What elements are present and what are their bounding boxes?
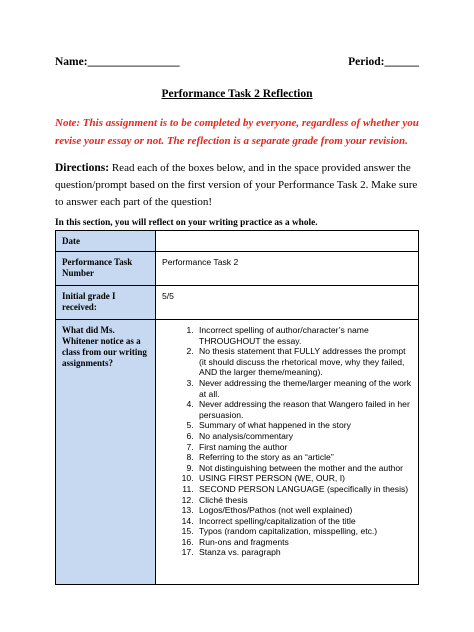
issue-list-item: 7. First naming the author: [196, 442, 412, 453]
issue-list-item: 8. Referring to the story as an “article”: [196, 452, 412, 463]
directions-text: Read each of the boxes below, and in the space provided answer the question/prompt based on the first version of your Performance Task 2. Make sure to answer each part of the question!: [55, 162, 418, 208]
name-field-label: Name:________________: [55, 56, 180, 68]
issue-list-item: 5. Summary of what happened in the story: [196, 420, 412, 431]
issue-list-item: 14. Incorrect spelling/capitalization of the title: [196, 516, 412, 527]
reflection-table: [55, 230, 419, 585]
issue-list-item: 17. Stanza vs. paragraph: [196, 547, 412, 558]
issues-list: [162, 325, 412, 558]
class-notices-value: [156, 320, 419, 585]
note-text: Note: This assignment is to be completed by everyone, regardless of whether you revise your essay or not. The reflection is a separate grade from your revision.: [55, 117, 419, 147]
table-row-date: [56, 231, 419, 252]
issue-list-item: 13. Logos/Ethos/Pathos (not well explained): [196, 505, 412, 516]
document-title: Performance Task 2 Reflection: [161, 88, 313, 100]
initial-grade-label: Initial grade I received:: [56, 286, 156, 320]
table-row-task-number: [56, 252, 419, 286]
issue-list-item: 15. Typos (random capitalization, misspelling, etc.): [196, 526, 412, 537]
period-field-label: Period:______: [348, 56, 419, 68]
issue-list-item: 3. Never addressing the theme/larger meaning of the work at all.: [196, 378, 412, 399]
directions-label: Directions:: [55, 162, 110, 174]
issue-list-item: 4. Never addressing the reason that Wangero failed in her persuasion.: [196, 399, 412, 420]
issue-list-item: 11. SECOND PERSON LANGUAGE (specifically in thesis): [196, 484, 412, 495]
section-intro: In this section, you will reflect on your writing practice as a whole.: [55, 218, 318, 228]
issue-list-item: 6. No analysis/commentary: [196, 431, 412, 442]
task-number-value[interactable]: Performance Task 2: [156, 252, 419, 286]
header-row: [55, 56, 419, 68]
issue-list-item: 10. USING FIRST PERSON (WE, OUR, I): [196, 473, 412, 484]
table-row-class-notices: [56, 320, 419, 585]
task-number-label: Performance Task Number: [56, 252, 156, 286]
issue-list-item: 1. Incorrect spelling of author/character’s name THROUGHOUT the essay.: [196, 325, 412, 346]
date-label: Date: [56, 231, 156, 252]
directions-paragraph: [55, 160, 427, 211]
initial-grade-value[interactable]: 5/5: [156, 286, 419, 320]
class-notices-label: What did Ms. Whitener notice as a class from our writing assignments?: [56, 320, 156, 585]
date-value[interactable]: [156, 231, 419, 252]
issue-list-item: 16. Run-ons and fragments: [196, 537, 412, 548]
issue-list-item: 9. Not distinguishing between the mother and the author: [196, 463, 412, 474]
issue-list-item: 12. Cliché thesis: [196, 495, 412, 506]
table-row-initial-grade: [56, 286, 419, 320]
issue-list-item: 2. No thesis statement that FULLY addresses the prompt (it should discuss the rhetorical move, why they failed, AND the larger theme/meaning).: [196, 346, 412, 378]
